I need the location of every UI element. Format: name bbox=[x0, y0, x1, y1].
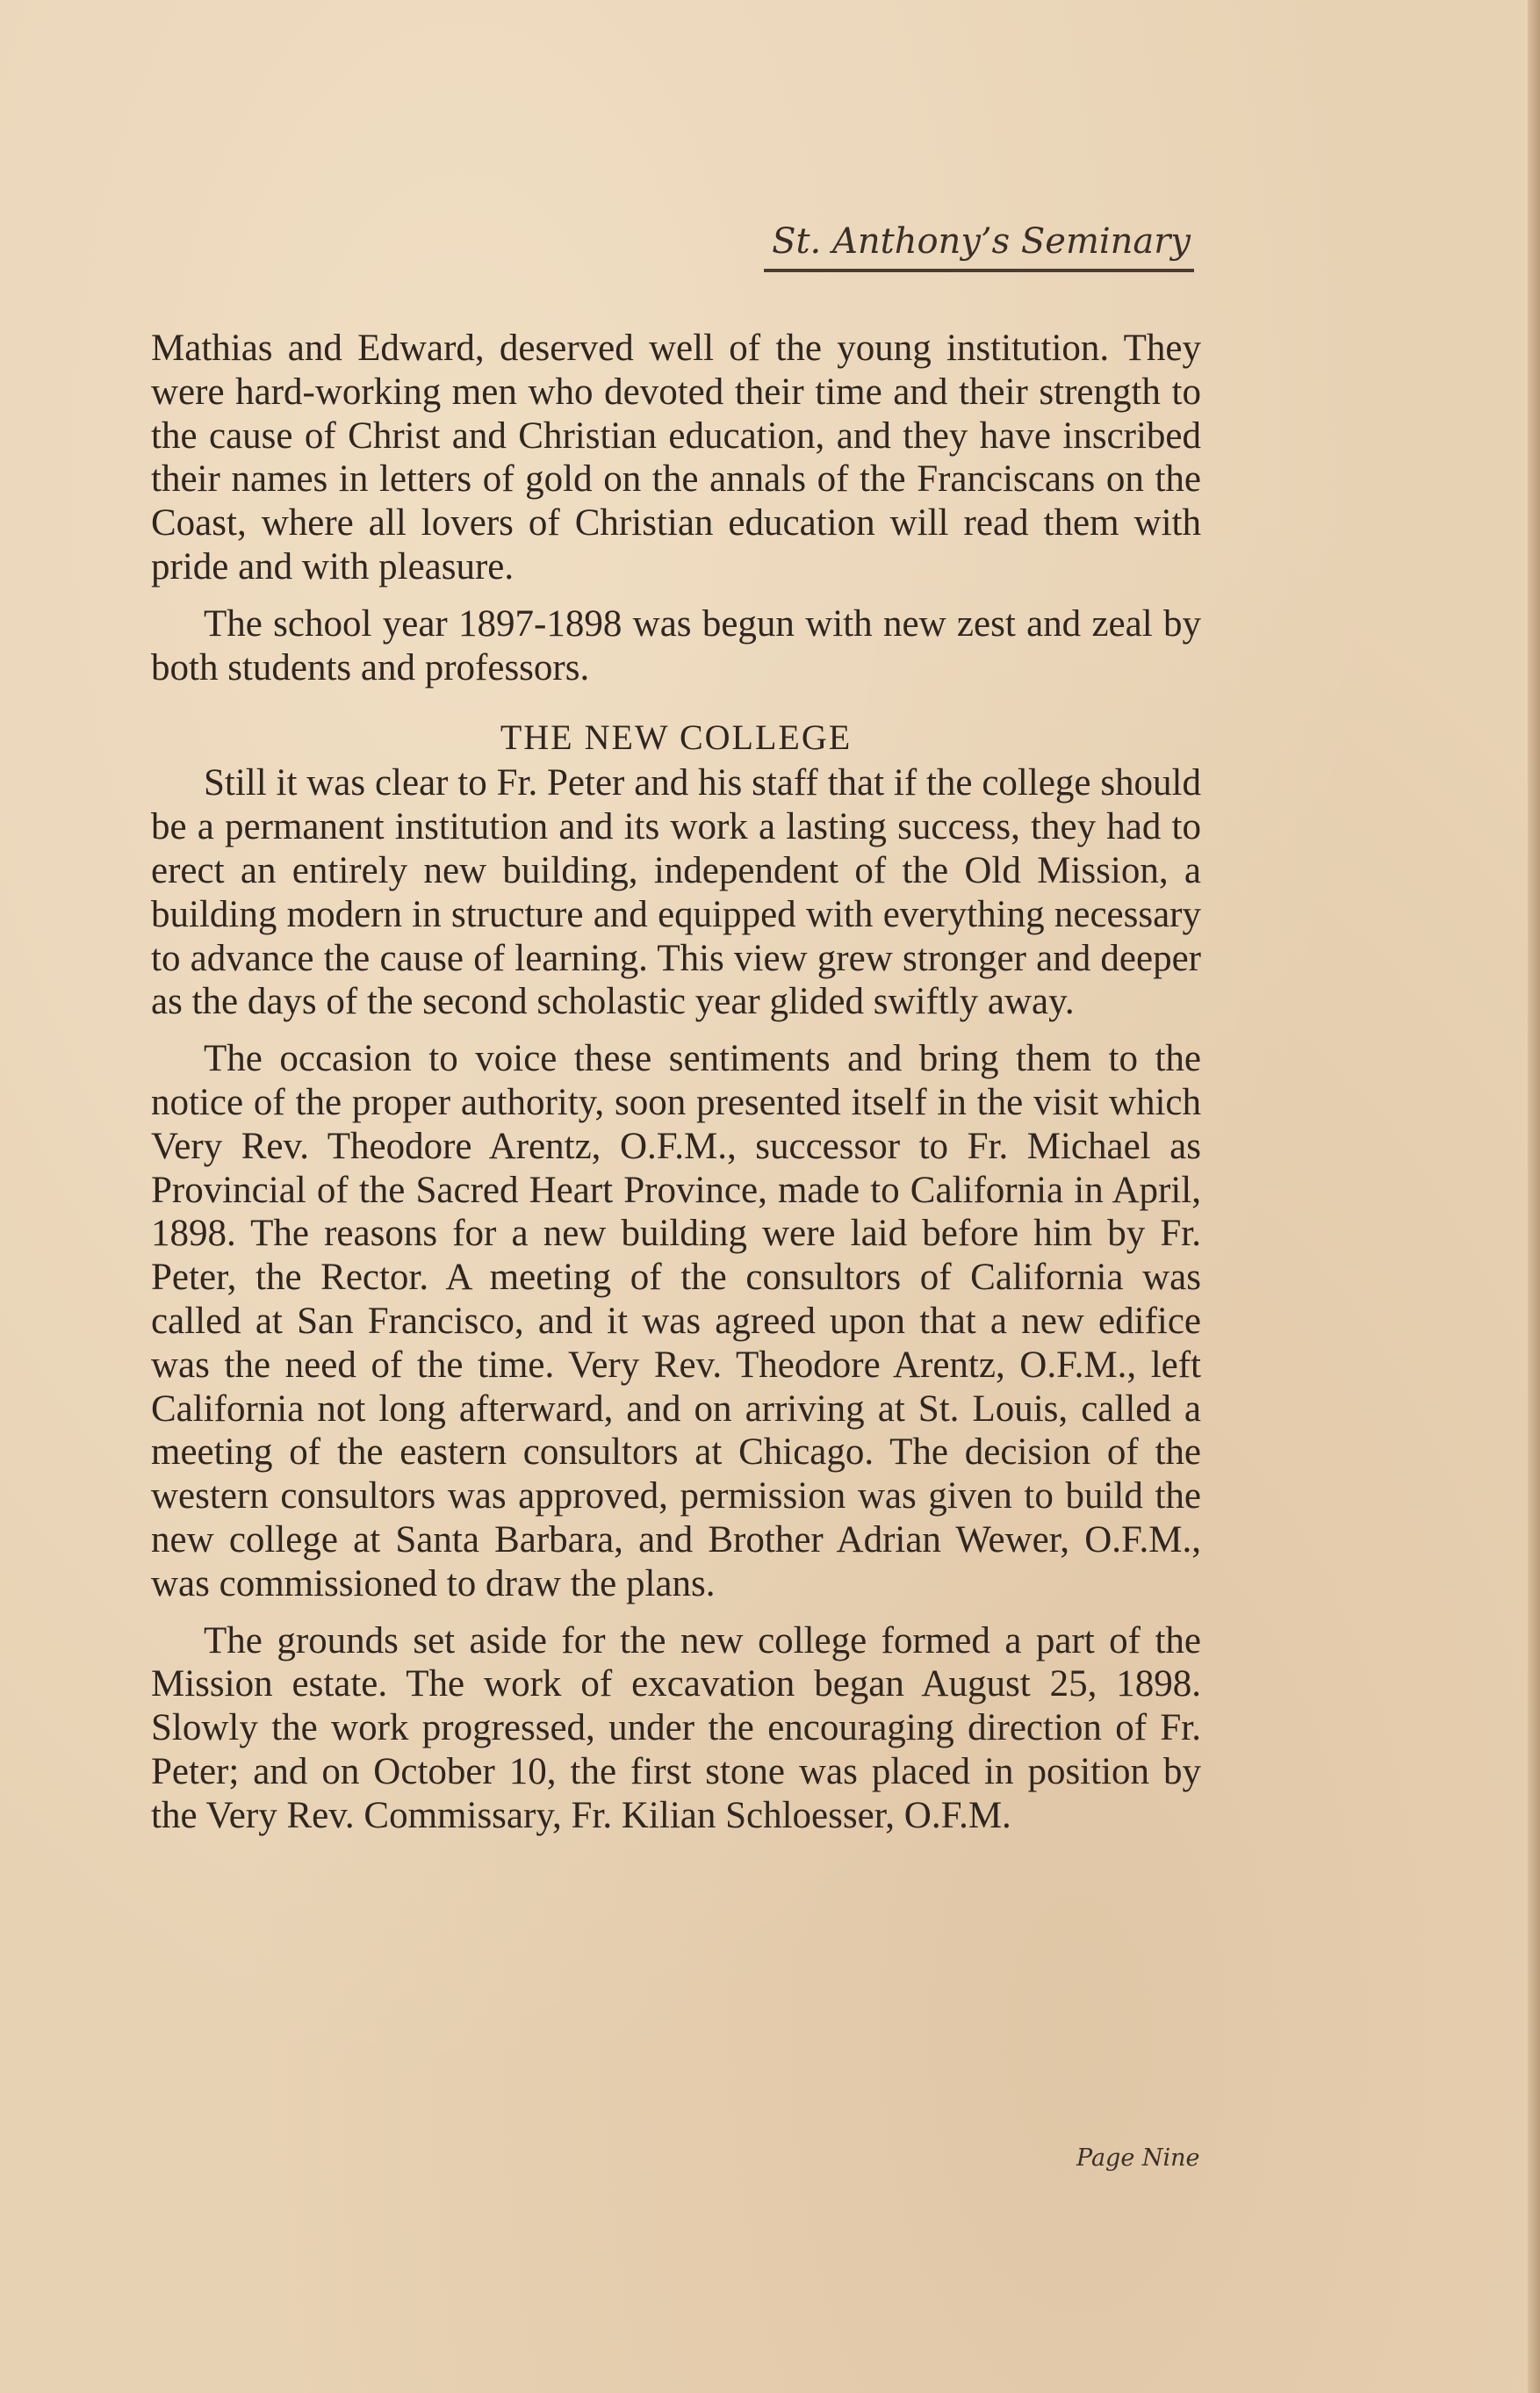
page-number: Page Nine bbox=[1076, 2144, 1200, 2172]
body-text bbox=[151, 327, 1201, 1851]
paragraph-2: The school year 1897-1898 was begun with new zest and zeal by both students and professors. bbox=[151, 602, 1201, 688]
paragraph-4: The occasion to voice these sentiments and bring them to the notice of the proper authority, soon presented itself in the visit which Very Rev. Theodore Arentz, O.F.M., successor to Fr. Michael as Provincial of the Sacred Heart Province, made to California in April, 1898. The reasons for a new building were laid before him by Fr. Peter, the Rector. A meeting of the consultors of California was called at San Francisco, and it was agreed upon that a new edifice was the need of the time. Very Rev. Theodore Arentz, O.F.M., left California not long afterward, and on arriving at St. Louis, called a meeting of the eastern consultors at Chicago. The decision of the western consultors was approved, permission was given to build the new college at Santa Barbara, and Brother Adrian Wewer, O.F.M., was commissioned to draw the plans. bbox=[151, 1038, 1201, 1604]
paragraph-5: The grounds set aside for the new college formed a part of the Mission estate. The work of excavation began August 25, 1898. Slowly the work progressed, under the encouraging direction of Fr. Peter; and on October 10, the first stone was placed in position by the Very Rev. Commissary, Fr. Kilian Schloesser, O.F.M. bbox=[151, 1619, 1201, 1836]
section-heading: THE NEW COLLEGE bbox=[500, 717, 853, 758]
paragraph-1: Mathias and Edward, deserved well of the young institution. They were hard-working men who devoted their time and their strength to the cause of Christ and Christian education, and they have inscribed their names in letters of gold on the annals of the Franciscans on the Coast, where all lovers of Christian education will read them with pride and with pleasure. bbox=[151, 328, 1201, 587]
running-head bbox=[764, 209, 1194, 272]
running-head-title: St. Anthony’s Seminary bbox=[772, 221, 1191, 262]
paragraph-3: Still it was clear to Fr. Peter and his staff that if the college should be a permanent institution and its work a lasting success, they had to erect an entirely new building, independent of the Old Mission, a building modern in structure and equipped with everything necessary to advance the cause of learning. This view grew stronger and deeper as the days of the second scholastic year glided swiftly away. bbox=[151, 762, 1201, 1023]
page-edge bbox=[1528, 0, 1540, 2393]
